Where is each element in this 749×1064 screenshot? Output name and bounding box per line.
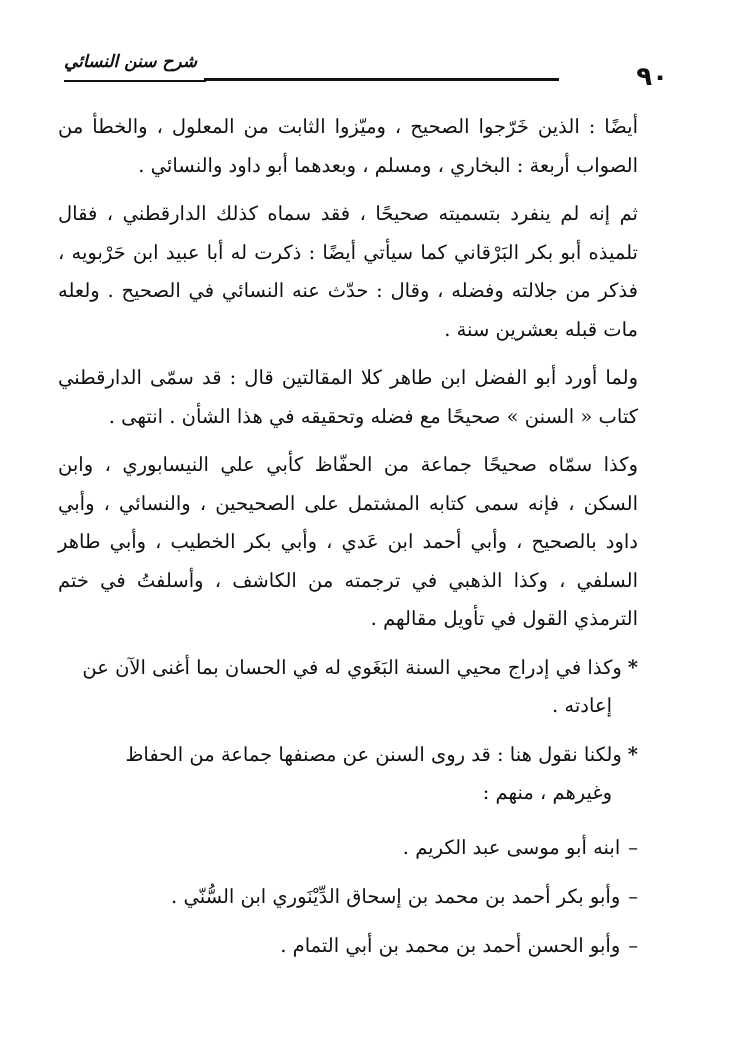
asterisk-icon: * xyxy=(627,742,638,766)
dash-marker: – xyxy=(628,933,638,957)
bullet-text: ولكنا نقول هنا : قد روى السنن عن مصنفها جماعة من الحفاظ xyxy=(125,742,622,766)
page-number: ٩٠ xyxy=(636,62,668,92)
bullet-continuation: وغيرهم ، منهم : xyxy=(482,781,612,804)
page-header xyxy=(64,48,684,100)
running-title: شرح سنن النسائي xyxy=(64,52,198,72)
dash-marker: – xyxy=(628,884,638,908)
paragraph-3: ولما أورد أبو الفضل ابن طاهر كلا المقالتين قال : قد سمّى الدارقطني كتاب « السنن » صحيحًا مع فضله وتحقيقه في هذا الشأن . انتهى . xyxy=(58,366,638,428)
list-item-text: وأبو بكر أحمد بن محمد بن إسحاق الدِّيْنَوري ابن السُّنّي . xyxy=(171,884,621,908)
narrators-list xyxy=(58,823,638,970)
asterisk-icon: * xyxy=(627,655,638,679)
bullet-paragraph-1 xyxy=(58,649,638,726)
bullet-line xyxy=(58,736,638,775)
page-body xyxy=(58,108,638,970)
paragraph-1: أيضًا : الذين خَرّجوا الصحيح ، وميّزوا الثابت من المعلول ، والخطأ من الصواب أربعة : البخاري ، ومسلم ، وبعدهما أبو داود والنسائي . xyxy=(58,115,638,177)
header-rule xyxy=(204,78,559,81)
bullet-continuation: إعادته . xyxy=(552,694,612,717)
bullet-text: وكذا في إدراج محيي السنة البَغَوي له في الحسان بما أغنى الآن عن xyxy=(82,655,622,679)
list-item xyxy=(58,823,638,872)
paragraph-2: ثم إنه لم ينفرد بتسميته صحيحًا ، فقد سماه كذلك الدارقطني ، فقال تلميذه أبو بكر البَرْقاني كما سيأتي أيضًا : ذكرت له أبا عبيد ابن حَرْبويه ، فذكر من جلالته وفضله ، وقال : حدّث عنه النسائي في الصحيح . ولعله مات قبله بعشرين سنة . xyxy=(58,202,638,341)
list-item-text: وأبو الحسن أحمد بن محمد بن أبي التمام . xyxy=(280,933,621,957)
bullet-line xyxy=(58,649,638,688)
list-item xyxy=(58,872,638,921)
list-item-text: ابنه أبو موسى عبد الكريم . xyxy=(402,835,621,859)
paragraph-4: وكذا سمّاه صحيحًا جماعة من الحفّاظ كأبي علي النيسابوري ، وابن السكن ، فإنه سمى كتابه المشتمل على الصحيحين ، والنسائي ، وأبي داود بالصحيح ، وأبي أحمد ابن عَدي ، وأبي بكر الخطيب ، وأبي طاهر السلفي ، وكذا الذهبي في ترجمته من الكاشف ، وأسلفتُ في ختم الترمذي القول في تأويل مقالهم . xyxy=(58,453,638,630)
bullet-paragraph-2 xyxy=(58,736,638,813)
title-underline xyxy=(64,80,206,82)
list-item xyxy=(58,921,638,970)
dash-marker: – xyxy=(628,835,638,859)
